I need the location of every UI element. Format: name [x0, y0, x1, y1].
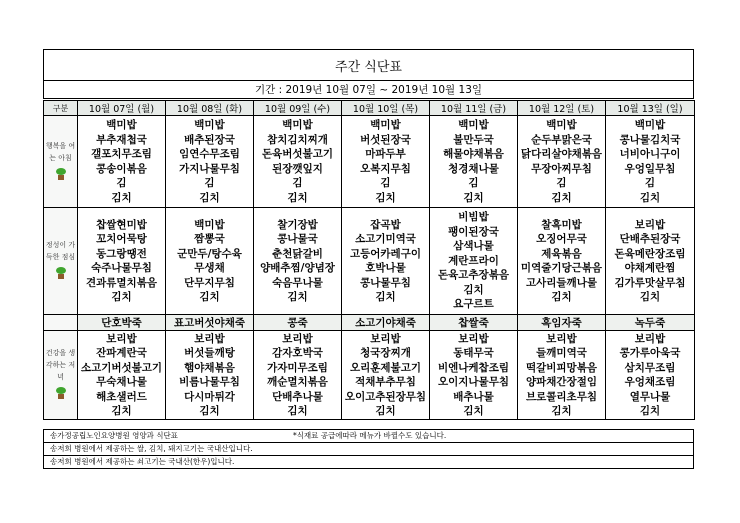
day-header: 10월 08일 (화): [166, 101, 254, 116]
menu-item: 가지나물무침: [179, 162, 240, 175]
menu-item: 백미밥: [282, 119, 313, 131]
menu-cell: [166, 331, 254, 420]
menu-item: 돈육고추장볶음: [437, 269, 509, 282]
menu-item: 김치: [375, 191, 396, 204]
menu-item: 비빔밥: [458, 211, 489, 224]
menu-item: 김치: [287, 291, 308, 303]
menu-item: 백미밥: [106, 119, 137, 131]
menu-cell: [606, 208, 695, 315]
menu-item: 오이지나물무침: [437, 376, 509, 388]
menu-cell: [430, 208, 518, 315]
menu-item: 김: [556, 177, 567, 189]
note-line: [44, 429, 693, 442]
menu-item: 청경채나물: [448, 162, 499, 175]
menu-item: 백미밥: [194, 218, 225, 231]
menu-item: 야채계란찜: [624, 262, 676, 274]
meal-row-breakfast: [44, 116, 695, 208]
menu-item: 잡곡밥: [370, 218, 401, 231]
menu-item: 삼색나물: [453, 240, 494, 253]
menu-item: 배추된장국: [184, 133, 235, 146]
porridge-cell: 흑임자죽: [518, 315, 606, 331]
menu-item: 보리밥: [546, 332, 577, 345]
menu-item: 양배추찜/양념장: [260, 262, 335, 274]
menu-item: 콩나물무침: [360, 276, 411, 289]
plant-icon: [56, 168, 66, 180]
menu-item: 김: [380, 177, 391, 189]
menu-item: 김치: [199, 405, 220, 417]
menu-item: 무생채: [194, 262, 225, 274]
menu-item: 김치: [639, 291, 661, 303]
meal-label-text: 행복을 여는 아침: [45, 141, 76, 162]
menu-cell: [518, 331, 606, 420]
menu-item: 백미밥: [458, 119, 489, 131]
plant-icon: [56, 267, 66, 279]
menu-item: 잔파계란국: [96, 347, 147, 359]
menu-item: 김치: [111, 291, 132, 303]
menu-cell: [78, 116, 166, 208]
menu-item: 오징어무국: [536, 233, 587, 245]
menu-cell: [78, 208, 166, 315]
meal-row-lunch: [44, 208, 695, 315]
menu-item: 김가루맛살무침: [614, 276, 686, 289]
menu-cell: [254, 331, 342, 420]
menu-item: 우엉일무침: [624, 162, 676, 175]
menu-item: 김: [292, 177, 303, 189]
menu-item: 보리밥: [634, 332, 666, 345]
menu-item: 오리훈제불고기: [349, 361, 421, 374]
menu-item: 우엉채조림: [624, 376, 676, 388]
menu-item: 꼬치어묵탕: [96, 233, 147, 245]
menu-item: 김치: [551, 191, 572, 204]
porridge-label-cell: [44, 315, 78, 331]
page-title: 주간 식단표: [43, 49, 694, 81]
period-text: 기간 : 2019년 10월 07일 ~ 2019년 10월 13일: [43, 80, 694, 99]
menu-item: 무장아찌무침: [531, 162, 592, 175]
menu-cell: [430, 116, 518, 208]
menu-item: 브로콜리초무침: [525, 390, 597, 403]
porridge-cell: 찹쌀죽: [430, 315, 518, 331]
menu-item: 배추나물: [453, 390, 494, 403]
menu-item: 콩나물국: [277, 233, 318, 245]
menu-item: 들깨미역국: [536, 347, 587, 359]
menu-item: 김치: [199, 291, 220, 303]
menu-item: 돈육버섯불고기: [261, 148, 333, 160]
menu-cell: [166, 208, 254, 315]
day-header: 10월 11일 (금): [430, 101, 518, 116]
menu-item: 숙주나물무침: [91, 262, 152, 274]
meal-label: [44, 331, 78, 420]
day-header: 10월 12일 (토): [518, 101, 606, 116]
menu-item: 고사리들깨나물: [525, 276, 597, 289]
menu-item: 김치: [463, 405, 484, 417]
menu-item: 김치: [551, 291, 572, 303]
menu-cell: [430, 331, 518, 420]
menu-item: 보리밥: [370, 332, 401, 345]
menu-item: 부추재첩국: [96, 133, 147, 146]
note-line: 송저희 병원에서 제공하는 쌀, 김치, 돼지고기는 국내산입니다.: [44, 442, 693, 455]
menu-item: 미역줄기당근볶음: [520, 262, 603, 274]
menu-item: 김: [116, 177, 127, 189]
porridge-cell: 소고기야채죽: [342, 315, 430, 331]
menu-item: 마파두부: [365, 148, 406, 160]
meal-row-dinner: [44, 331, 695, 420]
menu-item: 오복지무침: [360, 162, 411, 175]
menu-item: 호박나물: [365, 262, 406, 274]
menu-item: 소고기미역국: [355, 233, 416, 245]
menu-item: 김치: [551, 405, 572, 417]
menu-item: 버섯된장국: [360, 133, 411, 146]
menu-item: 김치: [463, 283, 484, 296]
menu-item: 떡갈비피망볶음: [525, 361, 597, 374]
menu-item: 계란프라이: [448, 254, 499, 267]
menu-item: 춘천닭갈비: [272, 247, 323, 260]
menu-item: 단무지무침: [184, 276, 235, 289]
menu-item: 김치: [375, 405, 396, 417]
menu-item: 김: [204, 177, 215, 189]
menu-item: 고등어카레구이: [349, 247, 421, 260]
menu-item: 짬뽕국: [194, 233, 225, 245]
menu-item: 백미밥: [194, 119, 225, 131]
menu-item: 갤포치무조림: [91, 148, 152, 160]
menu-item: 보리밥: [634, 218, 666, 231]
menu-cell: [254, 208, 342, 315]
plant-icon: [56, 387, 66, 399]
menu-item: 김: [468, 177, 479, 189]
menu-item: 요구르트: [453, 298, 494, 311]
porridge-cell: 단호박죽: [78, 315, 166, 331]
header-corner: 구분: [44, 101, 78, 116]
menu-item: 햄야채볶음: [184, 361, 235, 374]
meal-label-text: 정성이 가득한 점심: [45, 241, 76, 261]
menu-cell: [342, 208, 430, 315]
menu-item: 가자미무조림: [267, 361, 328, 374]
menu-item: 동태무국: [453, 347, 494, 359]
day-header: 10월 07일 (월): [78, 101, 166, 116]
menu-cell: [166, 116, 254, 208]
menu-item: 백미밥: [546, 119, 577, 131]
meal-label-text: 건강을 생각하는 저녁: [45, 349, 76, 381]
menu-item: 김치: [287, 405, 308, 417]
porridge-cell: 콩죽: [254, 315, 342, 331]
menu-item: 김치: [287, 191, 308, 204]
menu-item: 보리밥: [458, 332, 489, 345]
menu-item: 적채부추무침: [355, 376, 416, 388]
menu-item: 임연수무조림: [179, 148, 240, 160]
menu-item: 오이고추된장무침: [344, 390, 427, 403]
menu-item: 해초샐러드: [96, 390, 147, 403]
menu-item: 찹쌀현미밥: [96, 218, 147, 231]
menu-item: 김치: [199, 191, 220, 204]
menu-item: 견과류멸치볶음: [85, 276, 157, 289]
header-row: [44, 101, 695, 116]
porridge-row: [44, 315, 695, 331]
menu-item: 보리밥: [106, 332, 137, 345]
menu-item: 백미밥: [634, 119, 666, 131]
menu-item: 청국장찌개: [360, 347, 411, 359]
menu-item: 김치: [639, 405, 661, 417]
menu-item: 동그랑땡전: [96, 247, 147, 260]
menu-table: [43, 100, 695, 420]
menu-item: 열무나물: [629, 390, 671, 403]
meal-label: [44, 208, 78, 315]
menu-item: 김치: [639, 191, 661, 204]
menu-item: 군만두/탕수육: [177, 247, 242, 260]
menu-item: 김치: [375, 291, 396, 303]
note-disclaimer: *식재료 공급에따라 메뉴가 바뀔수도 있습니다.: [292, 431, 447, 440]
meal-label: [44, 116, 78, 208]
menu-item: 보리밥: [194, 332, 225, 345]
menu-cell: [342, 116, 430, 208]
menu-item: 콩가루아욱국: [619, 347, 681, 359]
menu-item: 버섯들깨탕: [184, 347, 235, 359]
menu-item: 무숙채나물: [96, 376, 147, 388]
menu-item: 김: [644, 177, 656, 189]
menu-item: 제육볶음: [541, 247, 582, 260]
menu-item: 양파채간장절임: [525, 376, 597, 388]
menu-sheet: [43, 49, 694, 466]
menu-item: 보리밥: [282, 332, 313, 345]
day-header: 10월 13일 (일): [606, 101, 695, 116]
menu-item: 단배추나물: [272, 390, 323, 403]
menu-cell: [78, 331, 166, 420]
porridge-cell: 표고버섯야채죽: [166, 315, 254, 331]
menu-cell: [606, 331, 695, 420]
menu-item: 닭다리살야채볶음: [520, 148, 603, 160]
menu-item: 단배추된장국: [619, 233, 681, 245]
menu-cell: [606, 116, 695, 208]
porridge-cell: 녹두죽: [606, 315, 695, 331]
menu-item: 김치: [111, 405, 132, 417]
menu-item: 순두부맑은국: [531, 133, 592, 146]
menu-item: 김치: [463, 191, 484, 204]
note-line: 송저희 병원에서 제공하는 쇠고기는 국내산(한우)입니다.: [44, 455, 693, 468]
menu-item: 삼치무조림: [624, 361, 676, 374]
day-header: 10월 10일 (목): [342, 101, 430, 116]
menu-item: 비엔나케찹조림: [437, 361, 509, 374]
menu-cell: [518, 208, 606, 315]
menu-item: 소고기버섯불고기: [80, 361, 163, 374]
menu-item: 불만두국: [453, 133, 494, 146]
menu-item: 찰기장밥: [277, 218, 318, 231]
menu-item: 된장깻잎지: [272, 162, 323, 175]
menu-item: 깨순멸치볶음: [267, 376, 328, 388]
menu-item: 찰흑미밥: [541, 218, 582, 231]
menu-item: 김치: [111, 191, 132, 204]
menu-cell: [518, 116, 606, 208]
day-header: 10월 09일 (수): [254, 101, 342, 116]
notes-box: [43, 429, 694, 469]
menu-item: 너비아니구이: [619, 148, 681, 160]
menu-item: 비름나물무침: [179, 376, 240, 388]
menu-item: 다시마튀각: [184, 390, 235, 403]
menu-item: 콩나물김치국: [619, 133, 681, 146]
menu-cell: [254, 116, 342, 208]
menu-item: 참치김치찌개: [267, 133, 328, 146]
menu-item: 감자호박국: [272, 347, 323, 359]
menu-item: 돈육메란장조림: [614, 247, 686, 260]
menu-item: 백미밥: [370, 119, 401, 131]
menu-item: 팽이된장국: [448, 225, 499, 238]
menu-item: 숙음무나물: [272, 276, 323, 289]
menu-cell: [342, 331, 430, 420]
menu-item: 콩송이볶음: [96, 162, 147, 175]
note-hospital: 송가정공립노인요양병원 영양과 식단표: [50, 431, 178, 440]
menu-item: 해물야채볶음: [443, 148, 504, 160]
